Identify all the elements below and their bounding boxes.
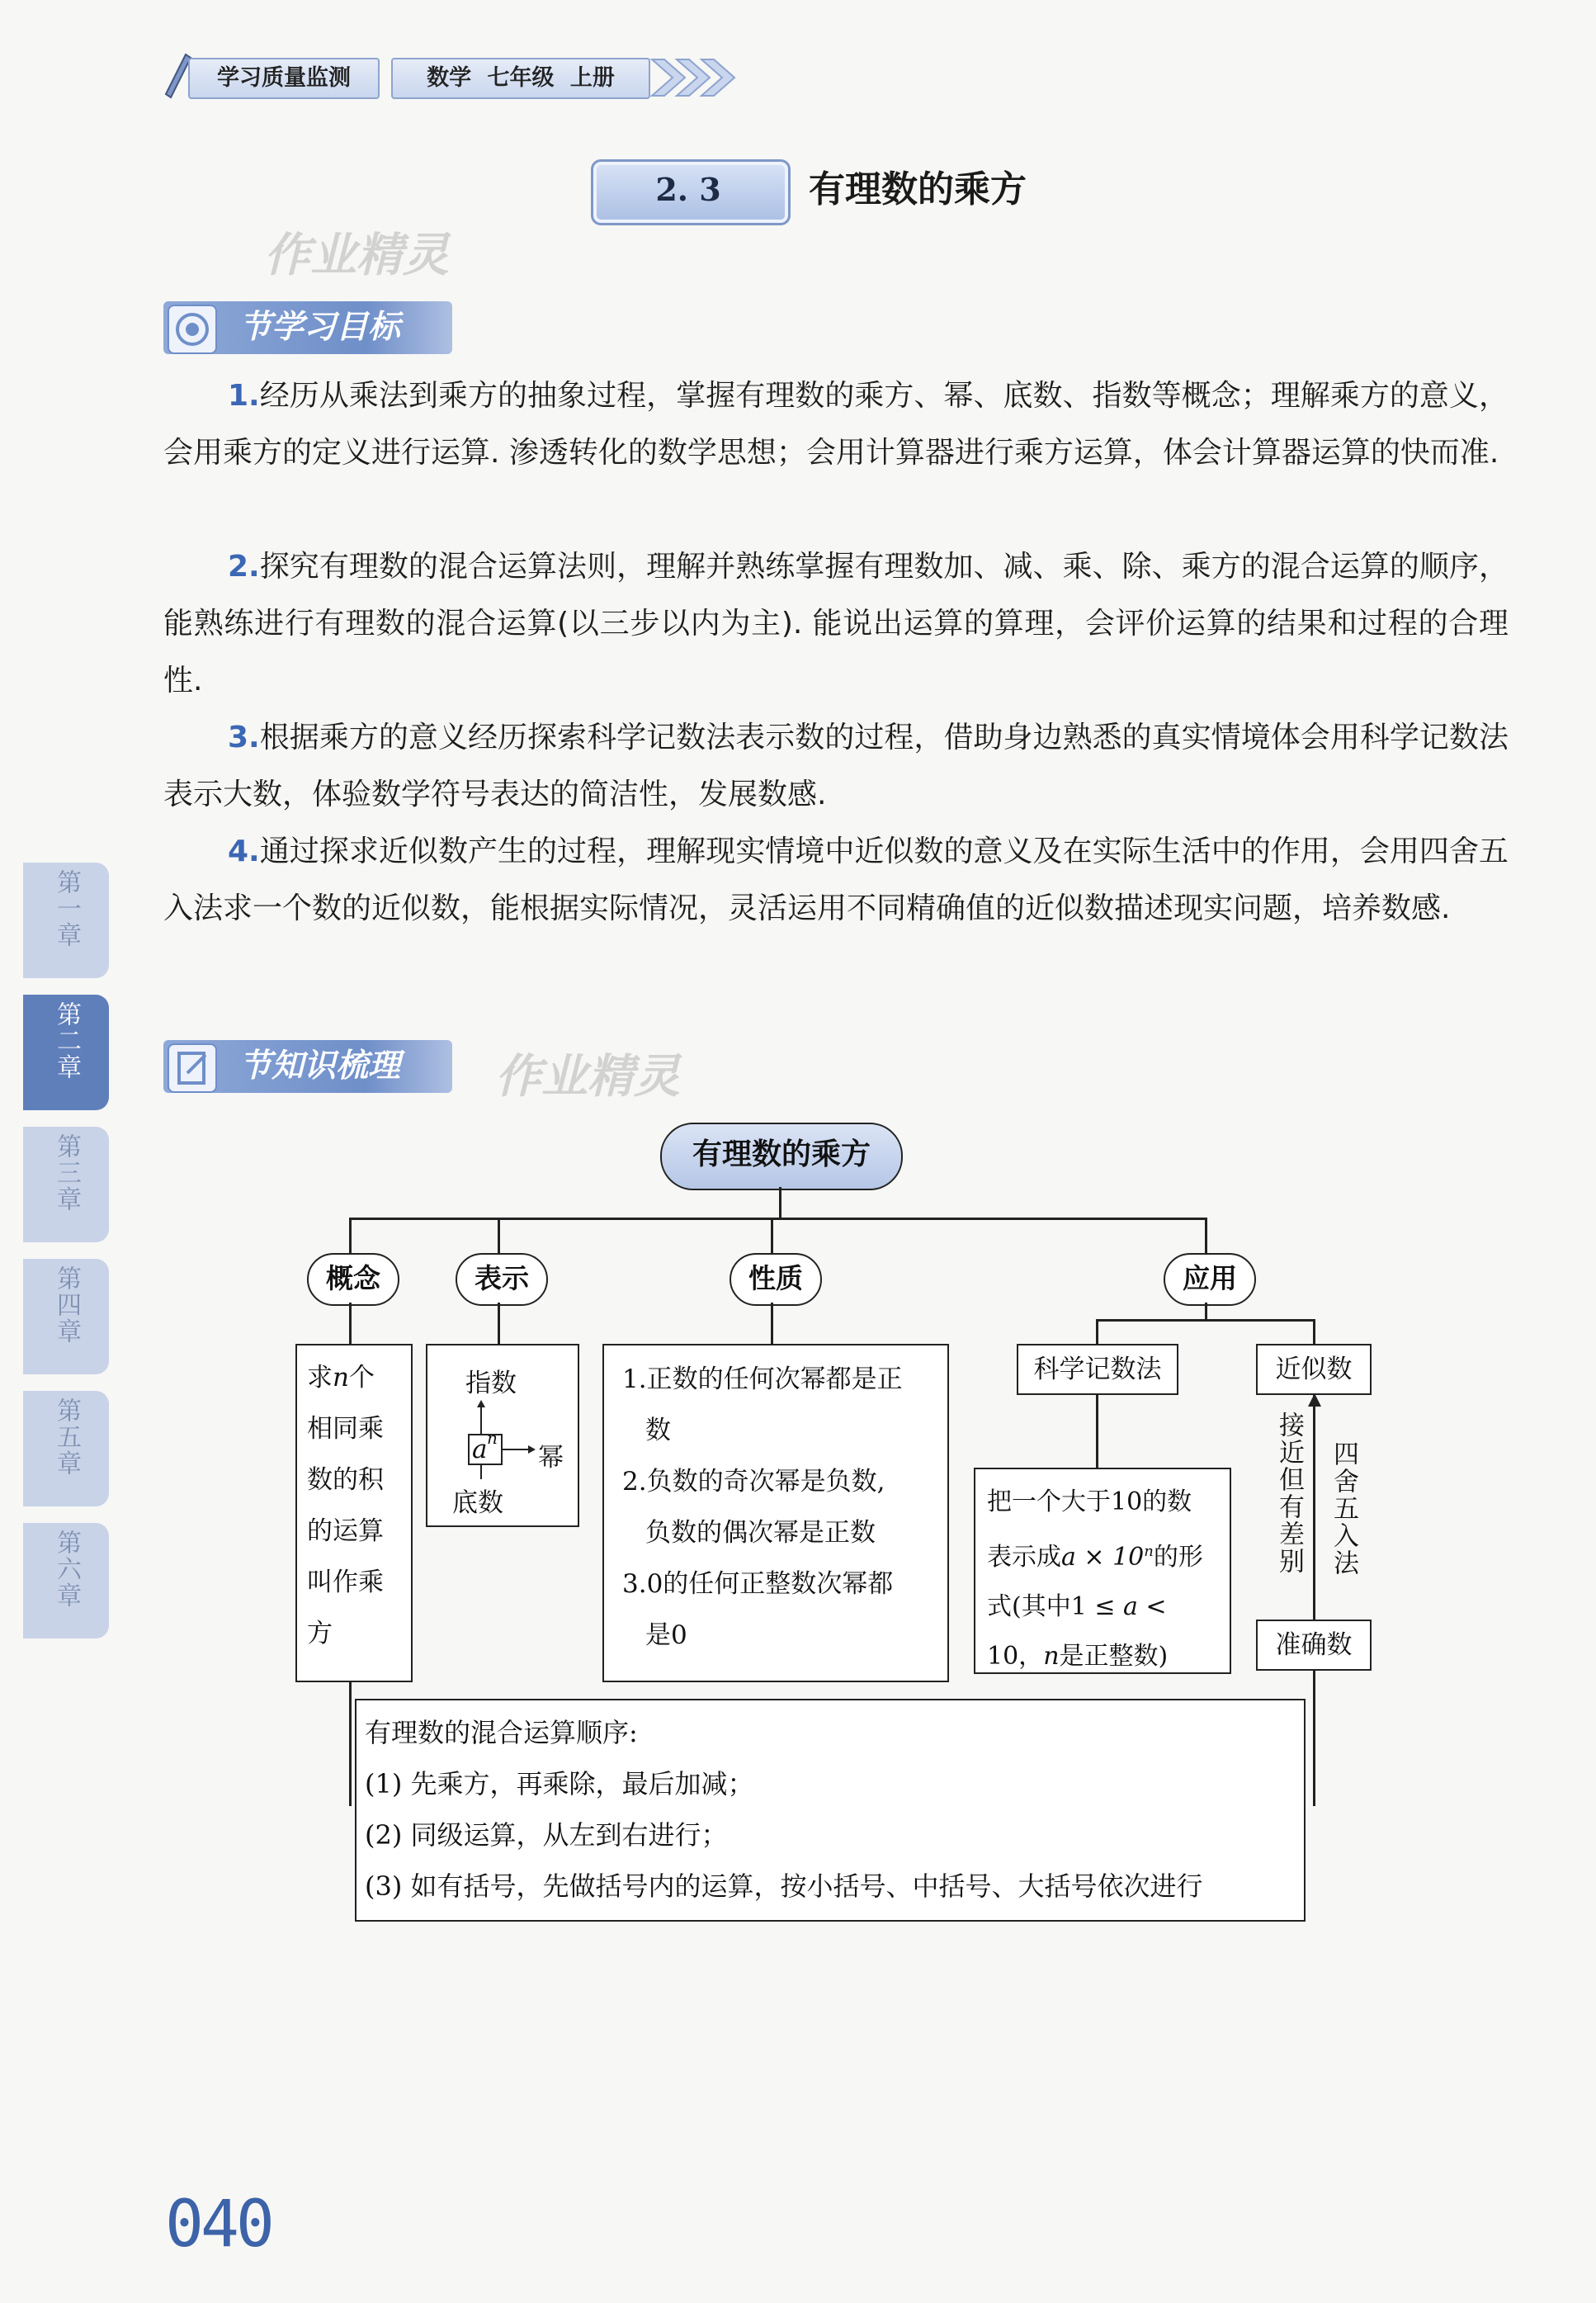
connector [1313,1395,1315,1620]
notation-base-label: 底数 [452,1488,503,1518]
operation-order-step: (2) 同级运算，从左到右进行； [365,1819,728,1851]
connector [349,1303,352,1345]
objective-item: 3.根据乘方的意义经历探索科学记数法表示数的过程，借助身边熟悉的真实情境体会用科学记数法表示大数，体验数学符号表达的简洁性，发展数感. [163,721,1509,811]
tab-chapter-2[interactable]: 第二章 [23,995,109,1110]
tab-chapter-6[interactable]: 第六章 [23,1523,109,1639]
header-course: 数学 七年级 上册 [391,58,650,99]
properties-box: 1.正数的任何次幂都是正 数 2.负数的奇次幂是负数, 负数的偶次幂是正数 3.0的任何正整数次幂都 是0 [602,1344,949,1682]
operation-order-box [355,1699,1306,1922]
notepad-icon [168,1043,217,1093]
notation-box [426,1344,579,1527]
connector [349,1218,1207,1220]
tab-chapter-3[interactable]: 第三章 [23,1127,109,1242]
node-property: 性质 [730,1253,822,1306]
knowledge-heading: 节知识梳理 [239,1047,401,1085]
arrow-up-icon [1306,1392,1323,1408]
header-series: 学习质量监测 [188,58,380,99]
tab-chapter-1[interactable]: 第一章 [23,863,109,978]
section-number: 2. 3 [655,171,721,208]
section-title: 有理数的乘方 [809,168,1027,210]
watermark: 作业精灵 [495,1050,680,1104]
node-notation: 表示 [456,1253,548,1306]
target-icon [168,305,217,354]
node-concept: 概念 [307,1253,399,1306]
concept-definition-box: 求n个 相同乘 数的积 的运算 叫作乘 方 [295,1344,413,1682]
objectives-heading: 节学习目标 [239,309,401,346]
approx-relation-label: 接近但有差别 [1274,1412,1304,1575]
tab-chapter-5[interactable]: 第五章 [23,1391,109,1506]
connector [1313,1319,1315,1345]
connector [498,1303,500,1345]
connector [1313,1671,1315,1806]
connector [771,1303,773,1345]
chevron-right-icon [648,54,739,101]
objective-item: 4.通过探求近似数产生的过程，理解现实情境中近似数的意义及在实际生活中的作用，会用四舍五入法求一个数的近似数，能根据实际情况，灵活运用不同精确值的近似数描述现实问题，培养数感. [163,835,1509,925]
notation-exp: n [487,1428,498,1448]
node-application: 应用 [1164,1253,1256,1306]
rounding-method-label: 四舍五入法 [1329,1440,1358,1577]
notation-exponent-label: 指数 [465,1369,517,1398]
operation-order-step: (3) 如有括号，先做括号内的运算，按小括号、中括号、大括号依次进行 [365,1870,1203,1902]
connector [1205,1303,1207,1321]
connector [779,1187,781,1218]
notation-power-label: 幂 [538,1443,564,1473]
objective-item: 2.探究有理数的混合运算法则，理解并熟练掌握有理数加、减、乘、除、乘方的混合运算的顺序，能熟练进行有理数的混合运算(以三步以内为主). 能说出运算的算理，会评价运算的结果和过程的合理性. [163,550,1509,698]
notation-base: a [472,1435,488,1464]
node-exact: 准确数 [1256,1620,1372,1671]
connector [1096,1319,1098,1345]
objective-item: 1.经历从乘法到乘方的抽象过程，掌握有理数的乘方、幂、底数、指数等概念；理解乘方的意义，会用乘方的定义进行运算. 渗透转化的数学思想；会用计算器进行乘方运算，体会计算器运算的快而准. [163,379,1509,470]
mindmap-root: 有理数的乘方 [660,1123,903,1190]
node-sci-notation: 科学记数法 [1017,1344,1178,1395]
connector [1096,1395,1098,1469]
sci-notation-definition-box: 把一个大于10的数 表示成$a \times 10^n$的形 式(其中1 ≤ a < 10，n是正整数) [974,1468,1231,1674]
operation-order-step: (1) 先乘方，再乘除，最后加减； [365,1768,754,1799]
page-number: 040 [165,2187,272,2262]
connector [349,1682,352,1806]
watermark: 作业精灵 [264,229,449,282]
connector [1096,1319,1315,1322]
node-approx: 近似数 [1256,1344,1372,1395]
operation-order-title: 有理数的混合运算顺序: [365,1717,638,1748]
tab-chapter-4[interactable]: 第四章 [23,1259,109,1374]
